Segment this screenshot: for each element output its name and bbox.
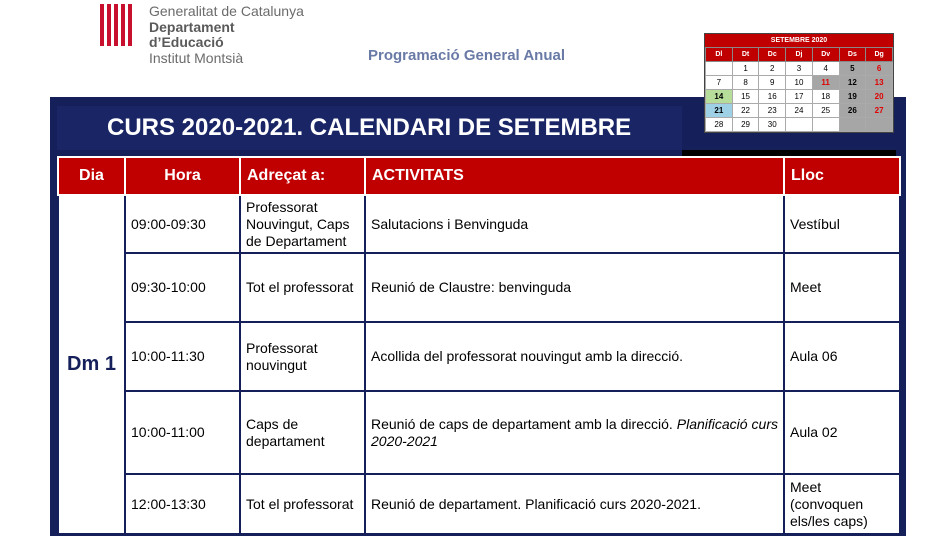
calendar-day — [706, 62, 733, 76]
table-row — [58, 322, 900, 391]
cell-hora: 10:00-11:00 — [125, 391, 240, 474]
logo-line-2: Departament — [149, 18, 235, 35]
table-row — [58, 253, 900, 322]
calendar-day: 13 — [866, 76, 893, 90]
calendar-week — [706, 76, 893, 90]
calendar-day: 9 — [759, 76, 786, 90]
calendar-day: 28 — [706, 118, 733, 132]
table-row — [58, 474, 900, 534]
calendar-day: 5 — [839, 62, 866, 76]
calendar-day: 17 — [786, 90, 813, 104]
calendar-day: 2 — [759, 62, 786, 76]
column-header-dia: Dia — [58, 157, 125, 195]
cell-lloc: Aula 02 — [784, 391, 900, 474]
weekday-label: Dv — [812, 48, 839, 62]
calendar-day: 19 — [839, 90, 866, 104]
cell-adrecat: Caps de departament — [240, 391, 365, 474]
mini-calendar-weekdays — [706, 48, 893, 62]
weekday-label: Dc — [759, 48, 786, 62]
weekday-label: Dj — [786, 48, 813, 62]
day-label: Dm 1 — [58, 195, 125, 534]
calendar-day: 7 — [706, 76, 733, 90]
cell-activitat — [365, 322, 784, 391]
weekday-label: Dt — [732, 48, 759, 62]
calendar-day: 25 — [812, 104, 839, 118]
activity-text: Reunió de Claustre: benvinguda — [371, 279, 572, 295]
activity-text: Reunió de caps de departament amb la direcció. — [371, 415, 677, 432]
calendar-day: 21 — [706, 104, 733, 118]
generalitat-logo-icon — [100, 4, 136, 46]
activity-text: Reunió de departament. Planificació curs 2020-2021. — [371, 495, 701, 512]
cell-lloc: Meet — [784, 253, 900, 322]
calendar-day — [786, 118, 813, 132]
mini-calendar — [704, 33, 894, 133]
weekday-label: Dl — [706, 48, 733, 62]
document-subtitle: Programació General Anual — [368, 47, 566, 64]
weekday-label: Ds — [839, 48, 866, 62]
schedule-table — [57, 156, 901, 535]
calendar-day: 29 — [732, 118, 759, 132]
calendar-week — [706, 104, 893, 118]
table-row — [58, 391, 900, 474]
cell-adrecat: Professorat Nouvingut, Caps de Departament — [240, 195, 365, 253]
calendar-day: 12 — [839, 76, 866, 90]
calendar-day: 20 — [866, 90, 893, 104]
calendar-day: 18 — [812, 90, 839, 104]
calendar-day — [839, 118, 866, 132]
cell-hora: 09:00-09:30 — [125, 195, 240, 253]
cell-lloc: Vestíbul — [784, 195, 900, 253]
column-header-lloc: Lloc — [784, 157, 900, 195]
cell-hora: 10:00-11:30 — [125, 322, 240, 391]
calendar-day: 30 — [759, 118, 786, 132]
cell-hora: 12:00-13:30 — [125, 474, 240, 534]
activity-text: Salutacions i Benvinguda — [371, 215, 529, 232]
table-row — [58, 195, 900, 253]
calendar-day: 22 — [732, 104, 759, 118]
calendar-week — [706, 118, 893, 132]
calendar-day — [866, 118, 893, 132]
logo-line-4: Institut Montsià — [149, 49, 244, 66]
column-header-adrecat: Adreçat a: — [240, 157, 365, 195]
activity-text-italic: Planificació curs 2020-2021 — [371, 415, 778, 449]
institution-name — [149, 4, 304, 66]
cell-adrecat: Tot el professorat — [240, 474, 365, 534]
calendar-day: 27 — [866, 104, 893, 118]
activity-text: Acollida del professorat nouvingut amb la direcció. — [371, 348, 684, 364]
column-header-hora: Hora — [125, 157, 240, 195]
calendar-day: 14 — [706, 90, 733, 104]
calendar-week — [706, 62, 893, 76]
calendar-day: 1 — [732, 62, 759, 76]
mini-calendar-title: SETEMBRE 2020 — [705, 34, 893, 47]
mini-calendar-grid — [705, 47, 893, 132]
page-title: CURS 2020-2021. CALENDARI DE SETEMBRE — [57, 106, 682, 150]
cell-lloc: Meet (convoquen els/les caps) — [784, 474, 900, 534]
calendar-day: 6 — [866, 62, 893, 76]
cell-activitat — [365, 195, 784, 253]
cell-activitat — [365, 474, 784, 534]
cell-activitat — [365, 391, 784, 474]
cell-adrecat: Tot el professorat — [240, 253, 365, 322]
calendar-week — [706, 90, 893, 104]
calendar-day: 8 — [732, 76, 759, 90]
cell-activitat — [365, 253, 784, 322]
calendar-day — [812, 118, 839, 132]
cell-adrecat: Professorat nouvingut — [240, 322, 365, 391]
calendar-day: 3 — [786, 62, 813, 76]
column-header-activitats: ACTIVITATS — [365, 157, 784, 195]
calendar-day: 10 — [786, 76, 813, 90]
calendar-day: 11 — [812, 76, 839, 90]
calendar-day: 23 — [759, 104, 786, 118]
calendar-day: 4 — [812, 62, 839, 76]
logo-line-3: d’Educació — [149, 34, 224, 50]
calendar-day: 15 — [732, 90, 759, 104]
weekday-label: Dg — [866, 48, 893, 62]
calendar-day: 26 — [839, 104, 866, 118]
calendar-day: 24 — [786, 104, 813, 118]
calendar-day: 16 — [759, 90, 786, 104]
cell-lloc: Aula 06 — [784, 322, 900, 391]
cell-hora: 09:30-10:00 — [125, 253, 240, 322]
table-header-row — [58, 157, 900, 195]
logo-line-1: Generalitat de Catalunya — [149, 3, 304, 19]
